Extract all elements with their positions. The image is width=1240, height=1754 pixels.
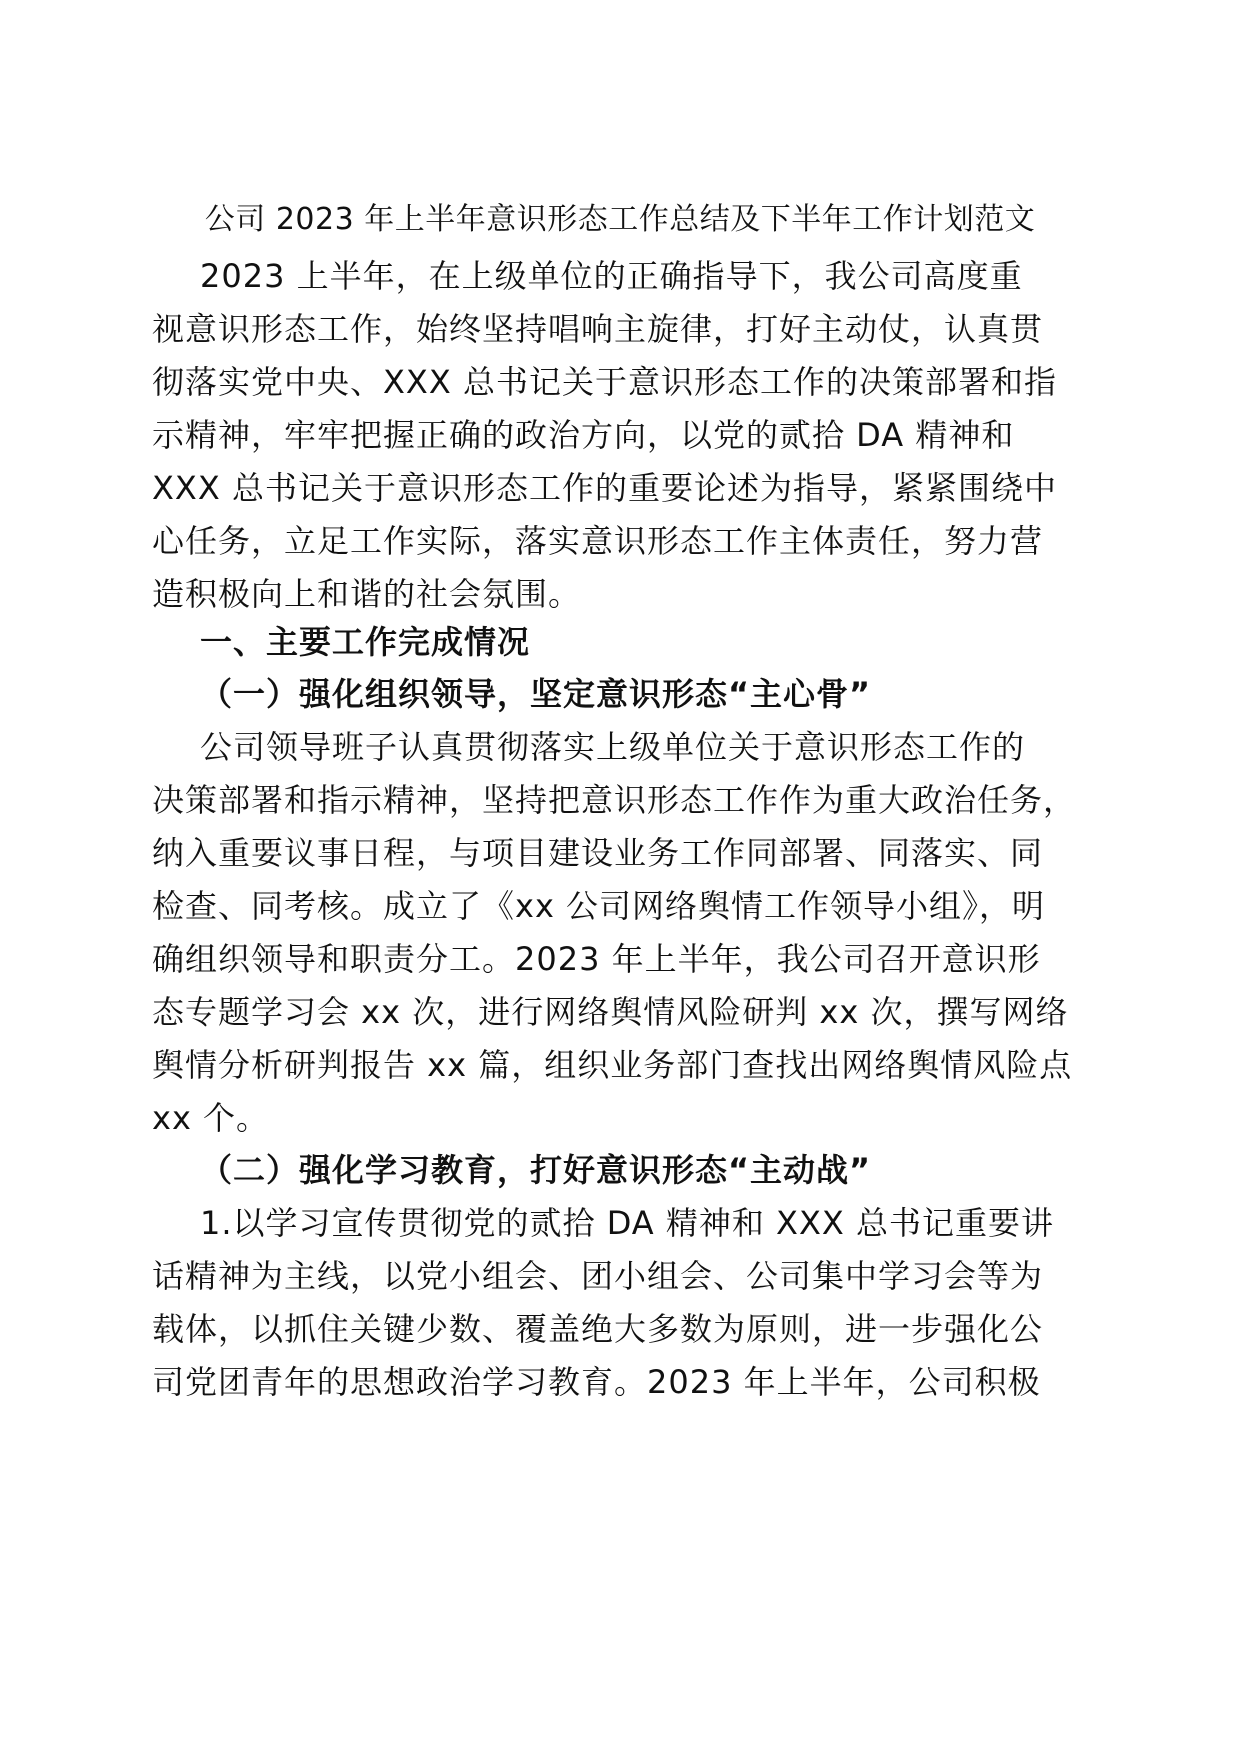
- paragraph-1-line-1: 2023 上半年，在上级单位的正确指导下，我公司高度重: [200, 257, 1023, 295]
- paragraph-1-line-7: 造积极向上和谐的社会氛围。: [152, 575, 582, 613]
- paragraph-3-line-4: 司党团青年的思想政治学习教育。2023 年上半年，公司积极: [152, 1363, 1041, 1401]
- paragraph-1-line-4: 示精神，牢牢把握正确的政治方向，以党的贰拾 DA 精神和: [152, 416, 1015, 454]
- paragraph-2-line-2: 决策部署和指示精神，坚持把意识形态工作作为重大政治任务，: [152, 781, 1077, 819]
- paragraph-3-line-1: 1.以学习宣传贯彻党的贰拾 DA 精神和 XXX 总书记重要讲: [200, 1204, 1054, 1242]
- paragraph-2-line-1: 公司领导班子认真贯彻落实上级单位关于意识形态工作的: [200, 728, 1026, 766]
- subsection-2-heading: （二）强化学习教育，打好意识形态“主动战”: [200, 1151, 872, 1189]
- paragraph-1-line-3: 彻落实党中央、XXX 总书记关于意识形态工作的决策部署和指: [152, 363, 1057, 401]
- paragraph-1-line-5: XXX 总书记关于意识形态工作的重要论述为指导，紧紧围绕中: [152, 469, 1057, 507]
- paragraph-2-line-4: 检查、同考核。成立了《xx 公司网络舆情工作领导小组》，明: [152, 887, 1046, 925]
- paragraph-2-line-3: 纳入重要议事日程，与项目建设业务工作同部署、同落实、同: [152, 834, 1044, 872]
- section-1-heading: 一、主要工作完成情况: [200, 623, 531, 661]
- paragraph-1-line-2: 视意识形态工作，始终坚持唱响主旋律，打好主动仗，认真贯: [152, 310, 1044, 348]
- paragraph-2-line-5: 确组织领导和职责分工。2023 年上半年，我公司召开意识形: [152, 940, 1041, 978]
- paragraph-1-line-6: 心任务，立足工作实际，落实意识形态工作主体责任，努力营: [152, 522, 1044, 560]
- document-title: 公司 2023 年上半年意识形态工作总结及下半年工作计划范文: [204, 202, 1036, 237]
- subsection-1-heading: （一）强化组织领导，坚定意识形态“主心骨”: [200, 675, 872, 713]
- paragraph-2-line-8: xx 个。: [152, 1099, 270, 1137]
- paragraph-3-line-3: 载体，以抓住关键少数、覆盖绝大多数为原则，进一步强化公: [152, 1310, 1044, 1348]
- paragraph-2-line-6: 态专题学习会 xx 次，进行网络舆情风险研判 xx 次，撰写网络: [152, 993, 1069, 1031]
- paragraph-2-line-7: 舆情分析研判报告 xx 篇，组织业务部门查找出网络舆情风险点: [152, 1046, 1073, 1084]
- paragraph-3-line-2: 话精神为主线，以党小组会、团小组会、公司集中学习会等为: [152, 1257, 1044, 1295]
